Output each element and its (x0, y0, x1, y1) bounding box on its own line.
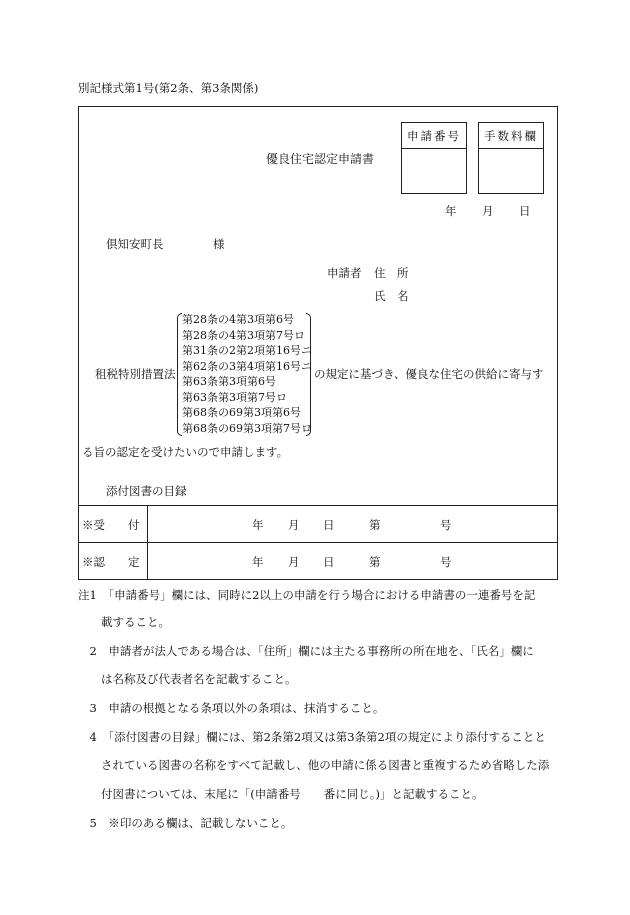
application-number-label: 申請番号 (407, 129, 461, 143)
applicant-name-label: 氏 名 (374, 289, 409, 303)
date-day: 日 (519, 204, 531, 218)
application-number-field[interactable] (403, 150, 465, 192)
office-row-year: 年 (252, 518, 264, 532)
office-row-label: ※受 付 (82, 518, 140, 532)
note-line: 5 ※印のある欄は、記載しないこと。 (78, 816, 293, 830)
article-item: 第68条の69第3項第6号 (182, 406, 301, 419)
purpose-text: の規定に基づき、優良な住宅の供給に寄与す (314, 367, 544, 381)
note-line: 3 申請の根拠となる条項以外の条項は、抹消すること。 (78, 701, 385, 715)
date-year: 年 (445, 204, 457, 218)
note-line: 注1 「申請番号」欄には、同時に2以上の申請を行う場合における申請書の一連番号を記 (78, 588, 536, 602)
applicant-label: 申請者 (327, 266, 362, 280)
addressee-name: 倶知安町長 (106, 237, 164, 251)
article-item: 第68条の69第3項第7号ロ (182, 421, 312, 435)
page-title: 優良住宅認定申請書 (266, 152, 375, 166)
office-row-day: 日 (323, 555, 335, 569)
applicant-address-label: 住 所 (374, 266, 409, 280)
form-label: 別記様式第1号(第2条、第3条関係) (78, 81, 259, 95)
fee-field[interactable] (480, 150, 542, 192)
office-row-number-prefix: 第 (369, 555, 381, 569)
note-line: は名称及び代表者名を記載すること。 (78, 672, 297, 686)
date-month: 月 (482, 204, 494, 218)
office-row-month: 月 (288, 518, 300, 532)
office-row-day: 日 (323, 518, 335, 532)
office-row-number-prefix: 第 (369, 518, 381, 532)
article-item: 第28条の4第3項第6号 (182, 313, 294, 326)
office-row-number-suffix: 号 (440, 518, 452, 532)
note-line: 載すること。 (78, 615, 170, 629)
note-line: 2 申請者が法人である場合は、「住所」欄には主たる事務所の所在地を、「氏名」欄に (78, 644, 534, 658)
article-item: 第28条の4第3項第7号ロ (182, 328, 305, 342)
attachments-label: 添付図書の目録 (106, 484, 187, 498)
note-line: されている図書の名称をすべて記載し、他の申請に係る図書と重複するため省略した添 (78, 758, 550, 772)
purpose-text-continued: る旨の認定を受けたいので申請します。 (82, 445, 289, 459)
article-list (182, 312, 312, 436)
law-name: 租税特別措置法 (95, 367, 176, 381)
note-line: 付図書については、末尾に「(申請番号 番に同じ。)」と記載すること。 (78, 787, 484, 801)
article-item: 第31条の2第2項第16号ニ (182, 344, 312, 357)
note-line: 4 「添付図書の目録」欄には、第2条第2項又は第3条第2項の規定により添付することと (78, 730, 546, 744)
article-item: 第63条第3項第6号 (182, 375, 276, 388)
addressee-honorific: 様 (213, 237, 225, 251)
article-item: 第63条第3項第7号ロ (182, 390, 287, 404)
fee-label: 手数料欄 (484, 129, 538, 143)
office-row-year: 年 (252, 555, 264, 569)
article-item: 第62条の3第4項第16号ニ (182, 359, 312, 373)
office-row-label: ※認 定 (82, 555, 140, 569)
office-row-month: 月 (288, 555, 300, 569)
office-row-number-suffix: 号 (440, 555, 452, 569)
